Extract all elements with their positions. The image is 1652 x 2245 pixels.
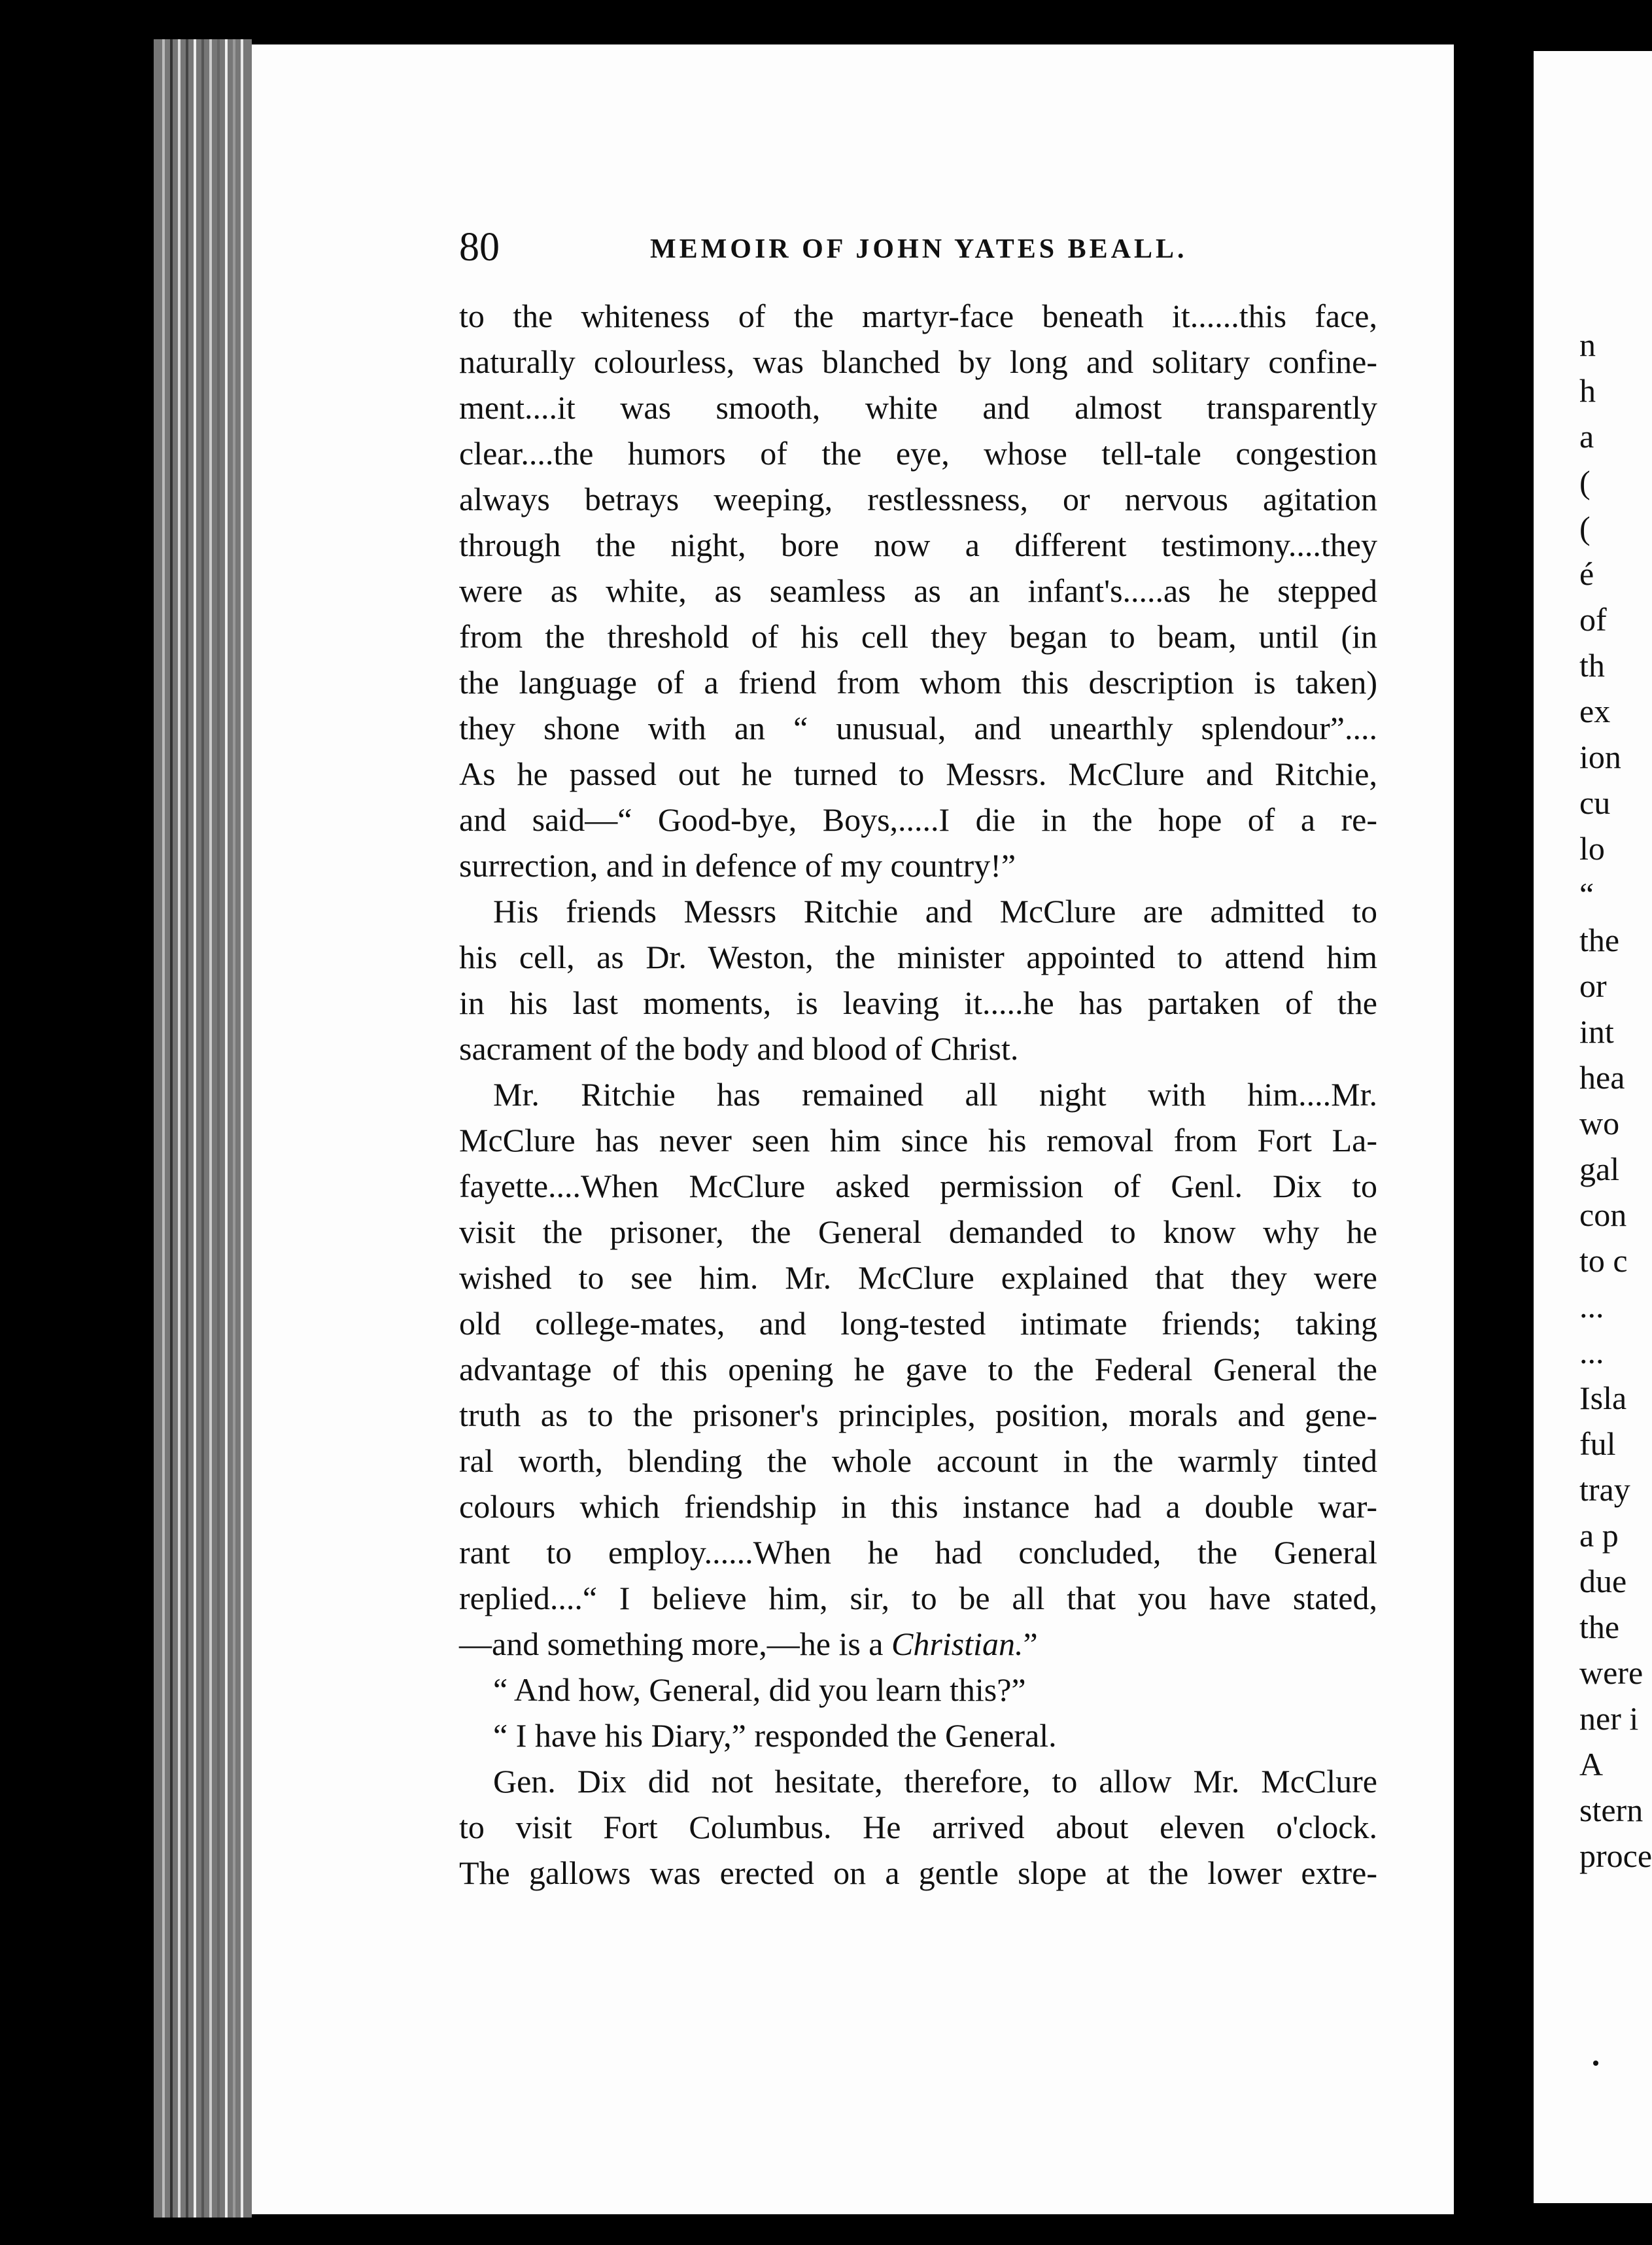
- paragraph-5: [459, 1713, 1377, 1758]
- text-line: ral worth, blending the whole account in the warmly tinted: [459, 1442, 1377, 1479]
- fragment: int: [1579, 1013, 1614, 1050]
- text-line: visit the prisoner, the General demanded to know why he: [459, 1213, 1377, 1250]
- fragment: the: [1579, 922, 1620, 958]
- text-line: fayette....When McClure asked permission of Genl. Dix to: [459, 1168, 1377, 1204]
- fragment: é: [1579, 555, 1594, 592]
- fragment: lo: [1579, 830, 1605, 867]
- text-line: from the threshold of his cell they began to beam, until (in: [459, 618, 1377, 655]
- line-text: —and something more,—he is a: [459, 1626, 891, 1662]
- paragraph-4: [459, 1667, 1377, 1713]
- fragment: n: [1579, 326, 1596, 363]
- text-line: surrection, and in defence of my country!”: [459, 847, 1016, 884]
- fragment: ...: [1579, 1288, 1604, 1325]
- fragment: ful: [1579, 1425, 1616, 1462]
- fragment: stern: [1579, 1792, 1643, 1828]
- fragment: ner i: [1579, 1700, 1639, 1737]
- text-line: McClure has never seen him since his removal from Fort La-: [459, 1122, 1377, 1158]
- ink-speck: [1593, 2061, 1598, 2066]
- fragment: (: [1579, 464, 1591, 500]
- text-line: As he passed out he turned to Messrs. McClure and Ritchie,: [459, 756, 1377, 792]
- fragment: con: [1579, 1196, 1627, 1233]
- fragment: cu: [1579, 784, 1611, 821]
- page-number: 80: [459, 225, 500, 270]
- text-line: and said—“ Good-bye, Boys,.....I die in the hope of a re-: [459, 801, 1377, 838]
- page-header: [459, 221, 1375, 273]
- fragment: ...: [1579, 1334, 1604, 1370]
- fragment: ex: [1579, 693, 1611, 729]
- fragment: the: [1579, 1609, 1620, 1645]
- body-text: [459, 293, 1377, 1896]
- text-line: Mr. Ritchie has remained all night with him....Mr.: [493, 1076, 1377, 1113]
- paragraph-1: [459, 293, 1377, 888]
- paragraph-3: [459, 1071, 1377, 1667]
- text-line: advantage of this opening he gave to the Federal General the: [459, 1351, 1377, 1387]
- closing-quote: ”: [1023, 1626, 1038, 1662]
- fragment: tray: [1579, 1471, 1630, 1508]
- fragment: h: [1579, 372, 1596, 409]
- right-page-text-fragments: [1579, 322, 1652, 1879]
- text-line: in his last moments, is leaving it.....he has partaken of the: [459, 984, 1377, 1021]
- fragment: (: [1579, 510, 1591, 546]
- fragment: A: [1579, 1746, 1604, 1783]
- text-line: truth as to the prisoner's principles, position, morals and gene-: [459, 1397, 1377, 1433]
- text-line: rant to employ......When he had concluded, the General: [459, 1534, 1377, 1571]
- fragment: proce: [1579, 1837, 1652, 1874]
- text-line: The gallows was erected on a gentle slope at the lower extre-: [459, 1854, 1377, 1891]
- text-line: clear....the humors of the eye, whose tell-tale congestion: [459, 435, 1377, 472]
- text-line: colours which friendship in this instance had a double war-: [459, 1488, 1377, 1525]
- text-line: old college-mates, and long-tested intimate friends; taking: [459, 1305, 1377, 1342]
- text-line: always betrays weeping, restlessness, or nervous agitation: [459, 481, 1377, 517]
- fragment: or: [1579, 967, 1607, 1004]
- text-line: to visit Fort Columbus. He arrived about eleven o'clock.: [459, 1809, 1377, 1845]
- fragment: of: [1579, 601, 1607, 638]
- text-line: naturally colourless, was blanched by long and solitary confine-: [459, 343, 1377, 380]
- text-line: Gen. Dix did not hesitate, therefore, to allow Mr. McClure: [493, 1763, 1377, 1800]
- fragment: a p: [1579, 1517, 1619, 1554]
- paragraph-6: [459, 1758, 1377, 1896]
- text-line: “ And how, General, did you learn this?”: [493, 1671, 1026, 1708]
- text-line: sacrament of the body and blood of Christ.: [459, 1030, 1019, 1067]
- text-line: they shone with an “ unusual, and unearthly splendour”....: [459, 710, 1377, 746]
- fragment: Isla: [1579, 1380, 1627, 1416]
- text-line: “ I have his Diary,” responded the General.: [493, 1717, 1057, 1754]
- fragment: th: [1579, 647, 1605, 684]
- paragraph-2: [459, 888, 1377, 1071]
- fragment: due: [1579, 1563, 1627, 1599]
- fragment: ion: [1579, 739, 1621, 775]
- fragment: to c: [1579, 1242, 1628, 1279]
- text-line: to the whiteness of the martyr-face beneath it......this face,: [459, 298, 1377, 334]
- text-line: replied....“ I believe him, sir, to be all that you have stated,: [459, 1580, 1377, 1616]
- fragment: gal: [1579, 1151, 1620, 1187]
- text-line: were as white, as seamless as an infant's.....as he stepped: [459, 572, 1377, 609]
- text-line: His friends Messrs Ritchie and McClure are admitted to: [493, 893, 1377, 930]
- running-title: MEMOIR OF JOHN YATES BEALL.: [650, 234, 1188, 264]
- text-line: ment....it was smooth, white and almost transparently: [459, 389, 1377, 426]
- fragment: “: [1579, 876, 1594, 913]
- italic-word: Christian.: [891, 1626, 1024, 1662]
- text-line: through the night, bore now a different testimony....they: [459, 527, 1377, 563]
- fragment: a: [1579, 418, 1594, 455]
- text-line: the language of a friend from whom this description is taken): [459, 664, 1377, 701]
- text-line: his cell, as Dr. Weston, the minister appointed to attend him: [459, 939, 1377, 975]
- text-line: [459, 1621, 1377, 1667]
- fragment: were: [1579, 1654, 1643, 1691]
- text-line: wished to see him. Mr. McClure explained that they were: [459, 1259, 1377, 1296]
- fragment: wo: [1579, 1105, 1620, 1141]
- fragment: hea: [1579, 1059, 1625, 1096]
